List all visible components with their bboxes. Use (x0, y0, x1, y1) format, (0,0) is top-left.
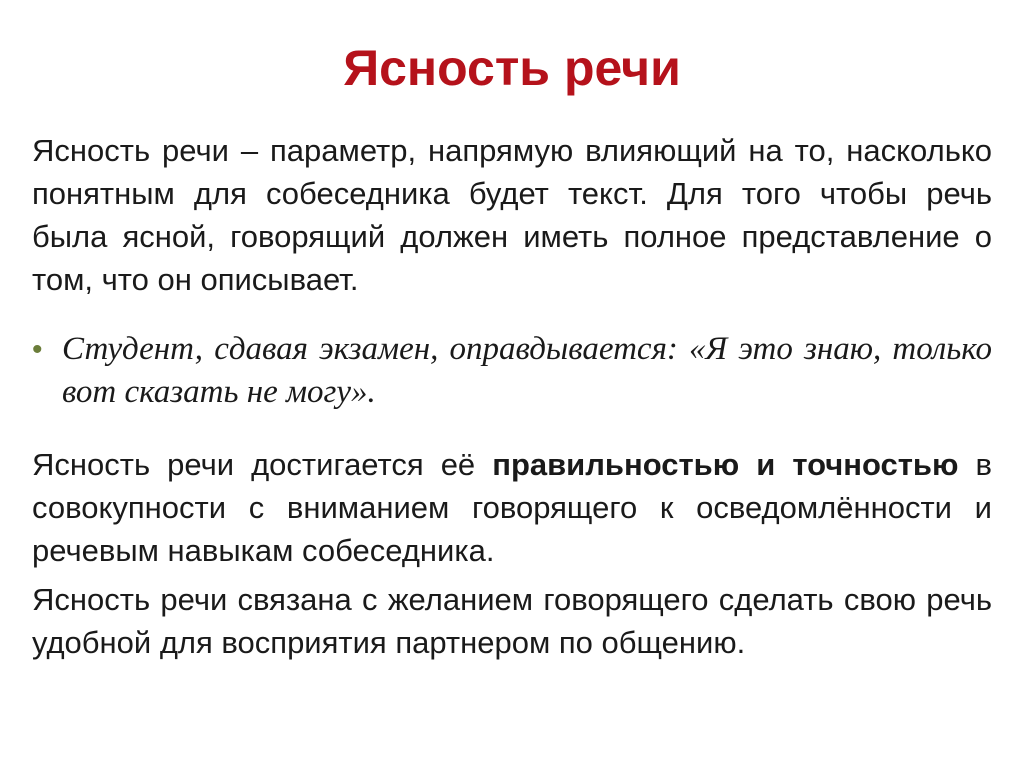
bullet-icon: • (32, 333, 43, 366)
slide-title: Ясность речи (343, 40, 681, 96)
example-bullet (32, 328, 992, 414)
paragraph-achievement (32, 443, 992, 572)
paragraph-desire: Ясность речи связана с желанием говорящего сделать свою речь удобной для восприятия партнером по общению. (32, 582, 992, 660)
paragraph-achievement-bold: правильностью и точностью (492, 447, 959, 482)
paragraph-definition: Ясность речи – параметр, напрямую влияющий на то, насколько понятным для собеседника будет текст. Для того чтобы речь была ясной, говорящий должен иметь полное представление о том, что он описывает. (32, 133, 992, 297)
paragraph-achievement-end: в совокупности с вниманием говорящего к осведомлённости и речевым навыкам собеседника. (32, 447, 992, 568)
example-quote: Студент, сдавая экзамен, оправдывается: «Я это знаю, только вот сказать не могу». (62, 331, 992, 410)
paragraph-achievement-start: Ясность речи достигается её (32, 447, 493, 482)
